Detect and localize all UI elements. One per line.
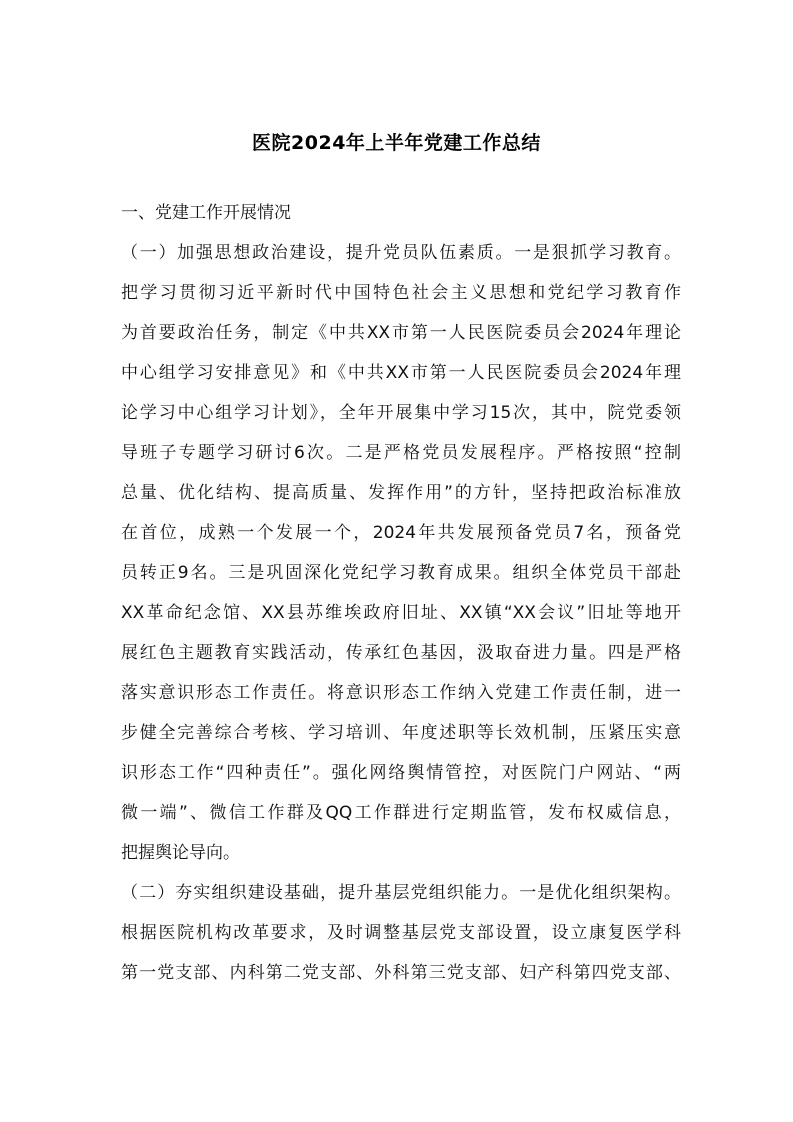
paragraph-line: 根据医院机构改革要求，及时调整基层党支部设置，设立康复医学科: [121, 923, 681, 943]
paragraph-line: 总量、优化结构、提高质量、发挥作用”的方针，坚持把政治标准放: [121, 483, 681, 503]
paragraph-line: 中心组学习安排意见》和《中共XX市第一人民医院委员会2024年理: [121, 363, 681, 383]
paragraph-line: （二）夯实组织建设基础，提升基层党组织能力。一是优化组织架构。: [121, 883, 681, 903]
paragraph-line: 第一党支部、内科第二党支部、外科第三党支部、妇产科第四党支部、: [121, 963, 681, 983]
paragraph-line: 识形态工作“四种责任”。强化网络舆情管控，对医院门户网站、“两: [121, 763, 681, 783]
paragraph-line: 把学习贯彻习近平新时代中国特色社会主义思想和党纪学习教育作: [121, 283, 681, 303]
paragraph-line: 展红色主题教育实践活动，传承红色基因，汲取奋进力量。四是严格: [121, 643, 681, 663]
paragraph-line: 步健全完善综合考核、学习培训、年度述职等长效机制，压紧压实意: [121, 723, 681, 743]
paragraph-line: 在首位，成熟一个发展一个，2024年共发展预备党员7名，预备党: [121, 523, 681, 543]
paragraph-line: 把握舆论导向。: [121, 843, 240, 863]
paragraph-line: 落实意识形态工作责任。将意识形态工作纳入党建工作责任制，进一: [121, 683, 681, 703]
document-title: 医院2024年上半年党建工作总结: [252, 132, 541, 154]
paragraph-line: 为首要政治任务，制定《中共XX市第一人民医院委员会2024年理论: [121, 323, 681, 343]
section-heading: 一、党建工作开展情况: [121, 203, 291, 223]
paragraph-line: XX革命纪念馆、XX县苏维埃政府旧址、XX镇“XX会议”旧址等地开: [121, 603, 681, 623]
paragraph-line: 微一端”、微信工作群及QQ工作群进行定期监管，发布权威信息，: [121, 803, 681, 823]
paragraph-line: 论学习中心组学习计划》，全年开展集中学习15次，其中，院党委领: [121, 403, 681, 423]
paragraph-line: 员转正9名。三是巩固深化党纪学习教育成果。组织全体党员干部赴: [121, 563, 681, 583]
paragraph-line: （一）加强思想政治建设，提升党员队伍素质。一是狠抓学习教育。: [121, 243, 681, 263]
paragraph-line: 导班子专题学习研讨6次。二是严格党员发展程序。严格按照“控制: [121, 443, 681, 463]
